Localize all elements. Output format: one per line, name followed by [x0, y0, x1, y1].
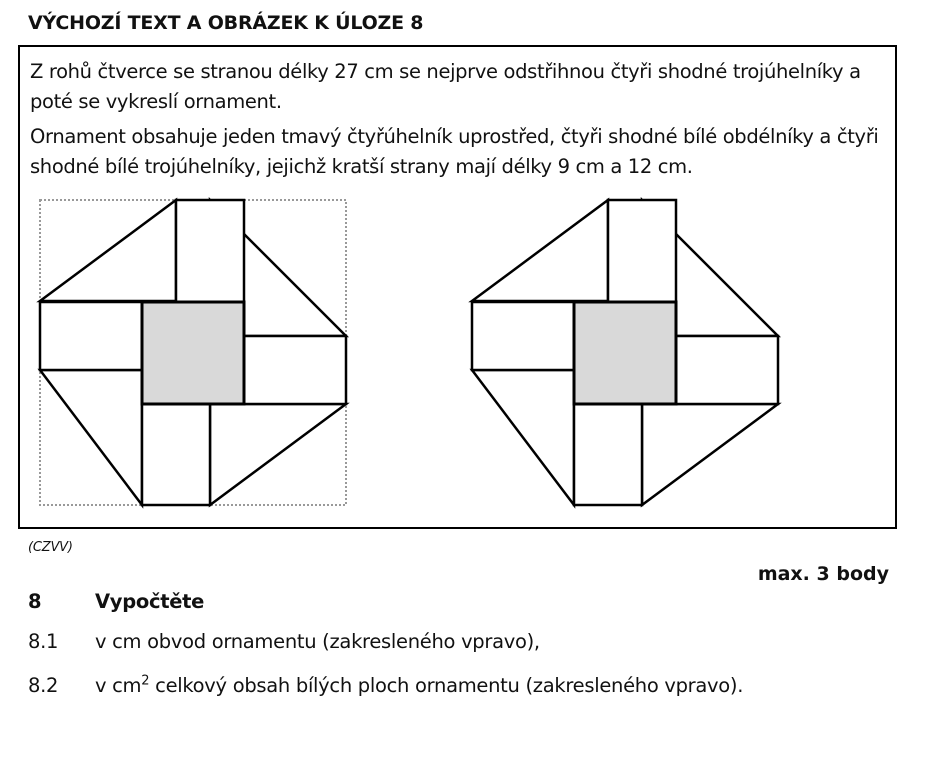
subtask-number: 8.2 [28, 674, 59, 697]
center-square [142, 302, 244, 404]
center-square [574, 302, 676, 404]
left-ornament [40, 200, 346, 505]
subtask-text-before: v cm [95, 674, 142, 697]
task-number: 8 [28, 590, 42, 613]
subtask-text: v cm obvod ornamentu (zakresleného vpravo), [95, 630, 540, 653]
intro-paragraph-1: Z rohů čtverce se stranou délky 27 cm se nejprve odstřihnou čtyři shodné trojúhelníky a poté se vykreslí ornament. [30, 60, 861, 113]
outer-triangle-bottom-right [210, 404, 346, 505]
source-note: (CZVV) [28, 540, 73, 555]
rectangle-right [244, 336, 346, 404]
outer-triangle-top-left [40, 200, 176, 301]
subtask-text-after: celkový obsah bílých ploch ornamentu (zakresleného vpravo). [149, 674, 744, 697]
outer-triangle-bottom-left [472, 370, 574, 505]
task-title: Vypočtěte [95, 590, 205, 613]
rectangle-right [676, 336, 778, 404]
max-points: max. 3 body [757, 563, 889, 585]
outer-triangle-top-left [472, 200, 608, 301]
rectangle-left [40, 302, 142, 370]
task-heading: VÝCHOZÍ TEXT A OBRÁZEK K ÚLOZE 8 [28, 12, 424, 34]
intro-paragraph-2: Ornament obsahuje jeden tmavý čtyřúhelník uprostřed, čtyři shodné bílé obdélníky a čtyři shodné bílé trojúhelníky, jejichž kratší strany mají délky 9 cm a 12 cm. [30, 125, 879, 178]
rectangle-top [608, 200, 676, 302]
unit-superscript: 2 [141, 673, 150, 689]
rectangle-bottom [142, 404, 210, 505]
right-ornament [472, 200, 778, 505]
subtask-number: 8.1 [28, 630, 59, 653]
rectangle-left [472, 302, 574, 370]
outer-triangle-bottom-left [40, 370, 142, 505]
rectangle-top [176, 200, 244, 302]
subtask-text [95, 674, 743, 697]
outer-triangle-bottom-right [642, 404, 778, 505]
rectangle-bottom [574, 404, 642, 505]
